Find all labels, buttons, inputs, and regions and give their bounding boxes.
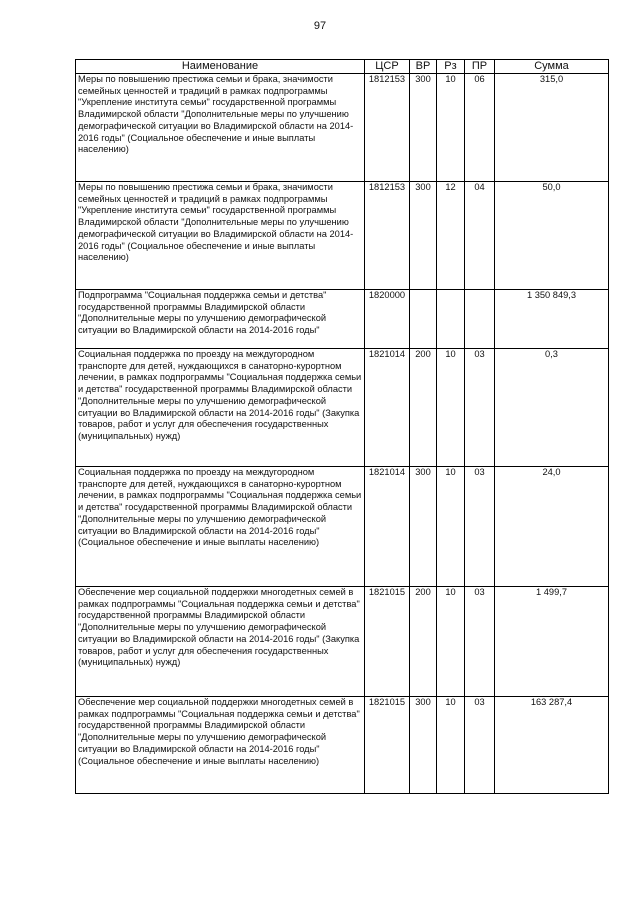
cell-rz: 10 (437, 467, 465, 587)
table-row (76, 74, 609, 182)
cell-csr: 1812153 (365, 182, 410, 290)
cell-name: Подпрограмма "Социальная поддержка семьи и детства" государственной программы Владимирской области "Дополнительные меры по улучшению демографической ситуации во Владимирской области на 2014-2016 годы" (76, 290, 365, 349)
cell-vr (410, 290, 437, 349)
cell-vr: 200 (410, 349, 437, 467)
table-row (76, 467, 609, 587)
cell-vr: 300 (410, 74, 437, 182)
header-rz: Рз (437, 60, 465, 74)
cell-name: Меры по повышению престижа семьи и брака, значимости семейных ценностей и традиций в рамках подпрограммы "Укрепление института семьи" государственной программы Владимирской области "Дополнительные меры по улучшению демографической ситуации во Владимирской области на 2014-2016 годы" (Социальное обеспечение и иные выплаты населению) (76, 182, 365, 290)
cell-csr: 1821015 (365, 587, 410, 697)
cell-rz: 10 (437, 349, 465, 467)
cell-csr: 1812153 (365, 74, 410, 182)
header-sum: Сумма (495, 60, 609, 74)
cell-csr: 1821014 (365, 349, 410, 467)
header-vr: ВР (410, 60, 437, 74)
header-pr: ПР (465, 60, 495, 74)
cell-pr: 03 (465, 697, 495, 794)
cell-sum: 1 350 849,3 (495, 290, 609, 349)
cell-rz: 10 (437, 587, 465, 697)
cell-vr: 300 (410, 467, 437, 587)
cell-rz: 10 (437, 74, 465, 182)
table-row (76, 290, 609, 349)
table-row (76, 349, 609, 467)
cell-vr: 300 (410, 697, 437, 794)
table-header-row (76, 60, 609, 74)
cell-rz: 10 (437, 697, 465, 794)
cell-pr: 06 (465, 74, 495, 182)
cell-pr: 03 (465, 349, 495, 467)
header-name: Наименование (76, 60, 365, 74)
cell-rz: 12 (437, 182, 465, 290)
cell-name: Обеспечение мер социальной поддержки многодетных семей в рамках подпрограммы "Социальная поддержка семьи и детства" государственной программы Владимирской области "Дополнительные меры по улучшению демографической ситуации во Владимирской области на 2014-2016 годы" (Закупка товаров, работ и услуг для обеспечения государственных (муниципальных) нужд) (76, 587, 365, 697)
cell-sum: 24,0 (495, 467, 609, 587)
page-number: 97 (313, 20, 327, 32)
cell-pr: 04 (465, 182, 495, 290)
cell-pr (465, 290, 495, 349)
table-row (76, 587, 609, 697)
budget-table (75, 59, 609, 794)
cell-pr: 03 (465, 467, 495, 587)
table-row (76, 182, 609, 290)
cell-csr: 1821015 (365, 697, 410, 794)
table-row (76, 697, 609, 794)
cell-csr: 1820000 (365, 290, 410, 349)
cell-sum: 163 287,4 (495, 697, 609, 794)
cell-sum: 315,0 (495, 74, 609, 182)
cell-sum: 1 499,7 (495, 587, 609, 697)
header-csr: ЦСР (365, 60, 410, 74)
cell-name: Меры по повышению престижа семьи и брака, значимости семейных ценностей и традиций в рамках подпрограммы "Укрепление института семьи" государственной программы Владимирской области "Дополнительные меры по улучшению демографической ситуации во Владимирской области на 2014-2016 годы" (Социальное обеспечение и иные выплаты населению) (76, 74, 365, 182)
cell-sum: 0,3 (495, 349, 609, 467)
cell-vr: 200 (410, 587, 437, 697)
cell-pr: 03 (465, 587, 495, 697)
cell-sum: 50,0 (495, 182, 609, 290)
cell-rz (437, 290, 465, 349)
cell-name: Социальная поддержка по проезду на междугородном транспорте для детей, нуждающихся в санаторно-курортном лечении, в рамках подпрограммы "Социальная поддержка семьи и детства" государственной программы Владимирской области "Дополнительные меры по улучшению демографической ситуации во Владимирской области на 2014-2016 годы" (Социальное обеспечение и иные выплаты населению) (76, 467, 365, 587)
cell-csr: 1821014 (365, 467, 410, 587)
cell-vr: 300 (410, 182, 437, 290)
cell-name: Обеспечение мер социальной поддержки многодетных семей в рамках подпрограммы "Социальная поддержка семьи и детства" государственной программы Владимирской области "Дополнительные меры по улучшению демографической ситуации во Владимирской области на 2014-2016 годы" (Социальное обеспечение и иные выплаты населению) (76, 697, 365, 794)
cell-name: Социальная поддержка по проезду на междугородном транспорте для детей, нуждающихся в санаторно-курортном лечении, в рамках подпрограммы "Социальная поддержка семьи и детства" государственной программы Владимирской области "Дополнительные меры по улучшению демографической ситуации во Владимирской области на 2014-2016 годы" (Закупка товаров, работ и услуг для обеспечения государственных (муниципальных) нужд) (76, 349, 365, 467)
